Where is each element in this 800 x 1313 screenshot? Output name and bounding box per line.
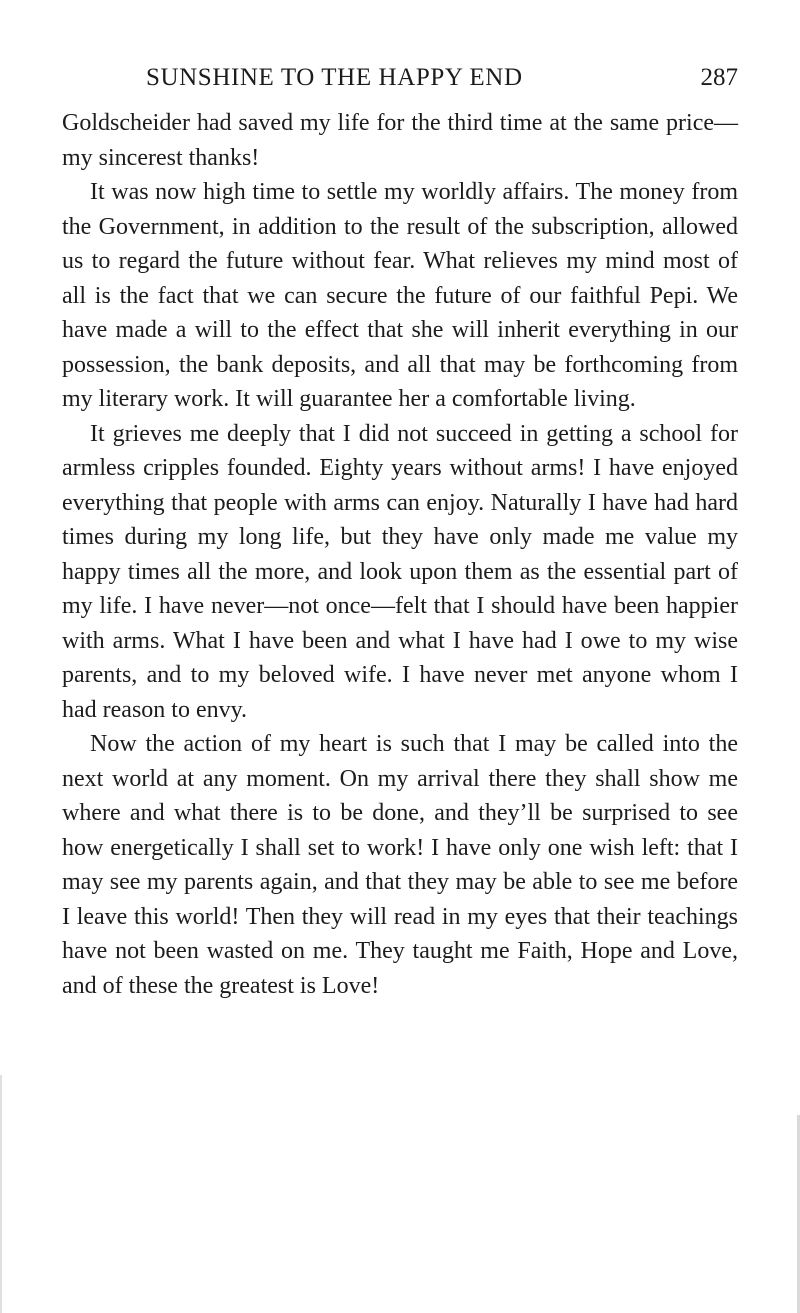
paragraph-4: Now the action of my heart is such that I may be called into the next world at any moment. On my arrival there they shall show me where and what there is to be done, and they’ll be surprised to see how energetically I shall set to work! I have only one wish left: that I may see my parents again, and that they may be able to see me before I leave this world! Then they will read in my eyes that their teachings have not been wasted on me. They taught me Faith, Hope and Love, and of these the greatest is Love! [62,731,738,999]
running-head [62,58,738,98]
paragraph-3: It grieves me deeply that I did not succeed in getting a school for armless cripples founded. Eighty years without arms! I have enjoyed everything that people with arms can enjoy. Naturally I have had hard times during my long life, but they have only made me value my happy times all the more, and look upon them as the essential part of my life. I have never—not once—felt that I should have been happier with arms. What I have been and what I have had I owe to my wise parents, and to my beloved wife. I have never met anyone whom I had reason to envy. [62,420,738,723]
running-title: SUNSHINE TO THE HAPPY END [146,64,523,91]
page-number: 287 [700,64,738,91]
body-text [62,106,738,1003]
paragraph-2: It was now high time to settle my worldly affairs. The money from the Government, in addition to the result of the subscription, allowed us to regard the future without fear. What relieves my mind most of all is the fact that we can secure the future of our faithful Pepi. We have made a will to the effect that she will inherit everything in our possession, the bank deposits, and all that may be forthcoming from my literary work. It will guarantee her a comfortable living. [62,179,738,412]
page-gutter-shadow [0,1075,2,1313]
paragraph-1: Goldscheider had saved my life for the third time at the same price—my sincerest thanks! [62,110,738,171]
